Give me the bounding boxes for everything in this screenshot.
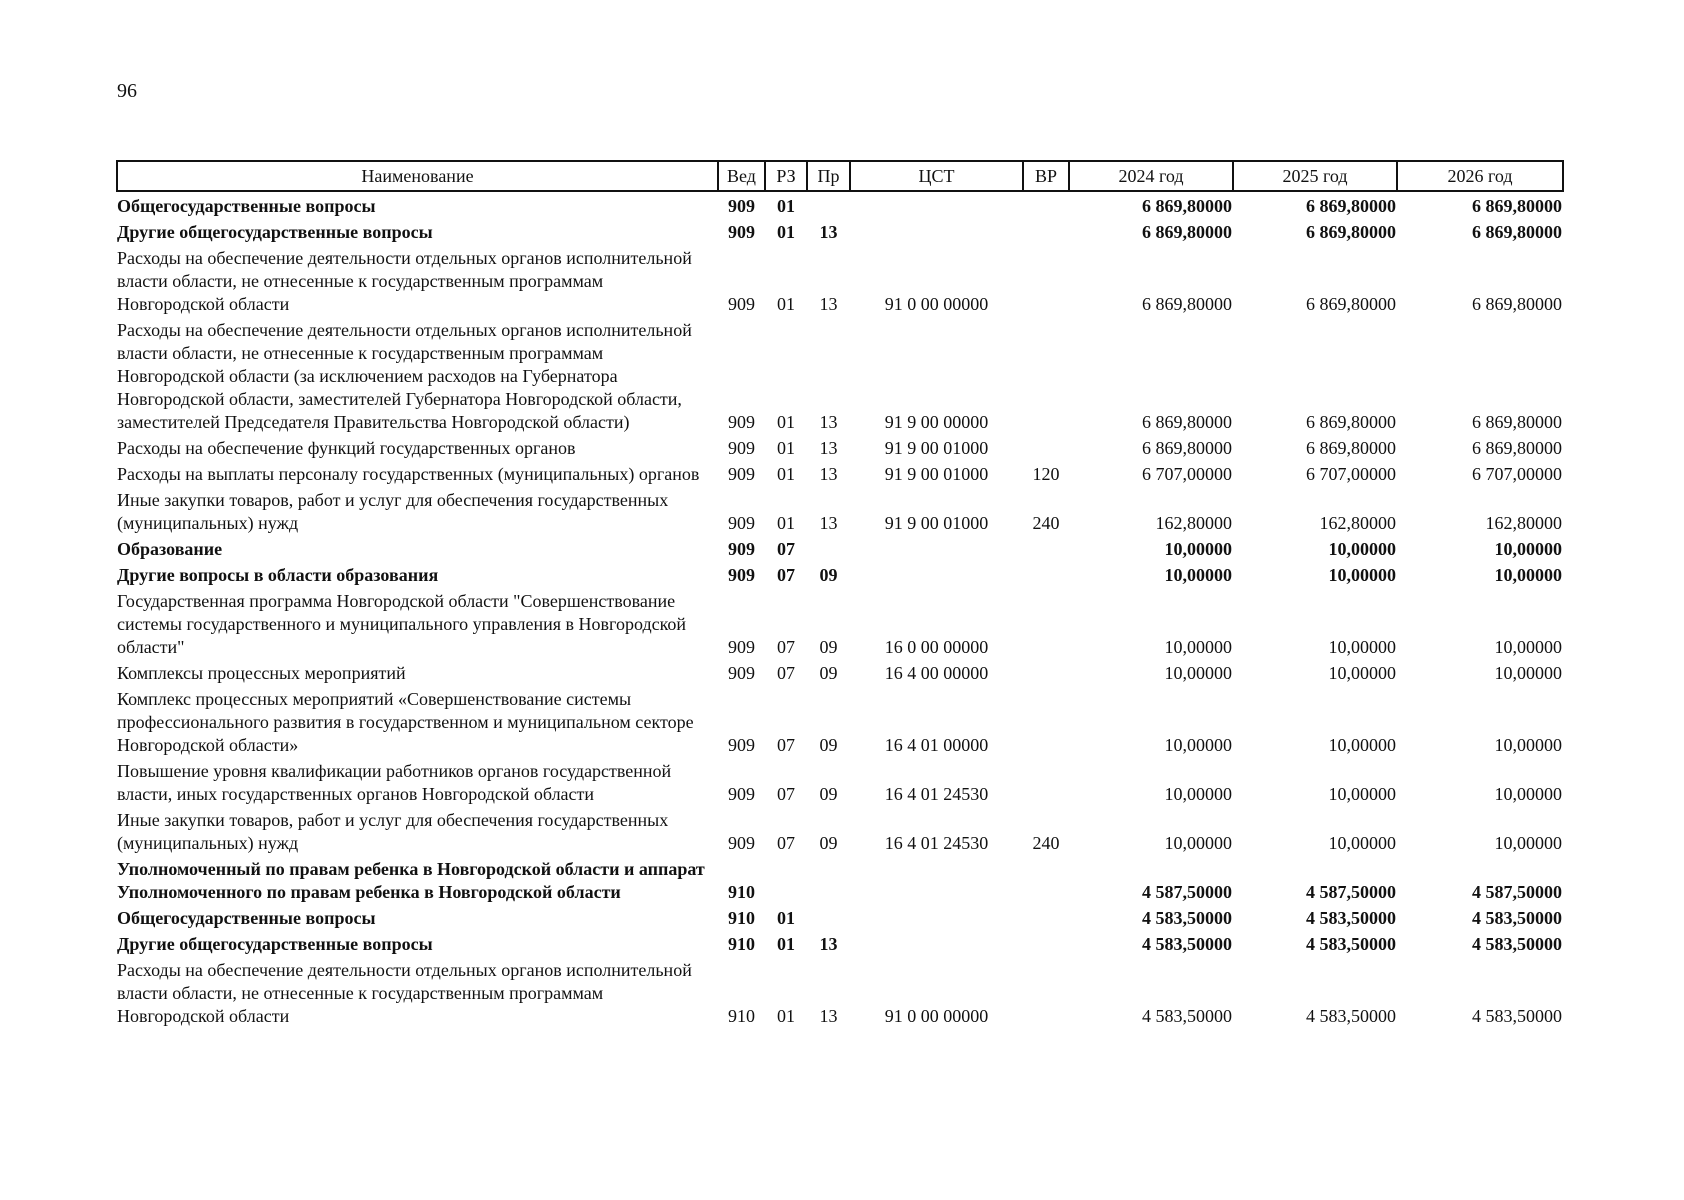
- cell-vr: [1023, 244, 1069, 316]
- cell-rz: 07: [777, 784, 795, 804]
- cell-2024: 10,00000: [1164, 539, 1232, 559]
- cell-pr: 13: [819, 464, 838, 484]
- table-row: [117, 806, 1563, 855]
- cell-2024: 6 869,80000: [1142, 438, 1232, 458]
- cell-cst: 91 9 00 01000: [884, 464, 989, 484]
- cell-2024: 10,00000: [1164, 637, 1232, 657]
- cell-2025: 4 583,50000: [1306, 1006, 1396, 1026]
- cell-2024: 4 583,50000: [1142, 1006, 1232, 1026]
- cell-2026: 4 583,50000: [1472, 1006, 1562, 1026]
- cell-cst: 16 4 01 00000: [884, 735, 989, 755]
- cell-name: Общегосударственные вопросы: [117, 196, 376, 216]
- cell-2025: 6 869,80000: [1306, 196, 1396, 216]
- cell-2025: 10,00000: [1328, 539, 1396, 559]
- cell-2024: 6 869,80000: [1142, 222, 1232, 242]
- cell-rz: 01: [777, 1006, 795, 1026]
- column-header-2024: 2024 год: [1069, 161, 1233, 191]
- cell-pr: 13: [819, 294, 838, 314]
- table-row: [117, 191, 1563, 218]
- cell-cst: 91 9 00 01000: [884, 513, 989, 533]
- cell-pr: 13: [819, 438, 838, 458]
- cell-2025: 10,00000: [1328, 833, 1396, 853]
- table-row: [117, 218, 1563, 244]
- cell-2026: 10,00000: [1494, 833, 1562, 853]
- cell-vr: [1023, 685, 1069, 757]
- cell-rz: 01: [777, 196, 795, 216]
- cell-vr: [1023, 218, 1069, 244]
- cell-vr: [1023, 855, 1069, 904]
- table-row: [117, 757, 1563, 806]
- cell-2026: 10,00000: [1494, 565, 1562, 585]
- cell-pr: 09: [819, 784, 838, 804]
- cell-cst: 91 0 00 00000: [884, 1006, 989, 1026]
- cell-2024: 6 869,80000: [1142, 196, 1232, 216]
- cell-name: Комплексы процессных мероприятий: [117, 663, 406, 683]
- cell-cst: 91 0 00 00000: [884, 294, 989, 314]
- cell-pr: 13: [819, 222, 838, 242]
- cell-rz: 01: [777, 464, 795, 484]
- cell-2025: 162,80000: [1319, 513, 1396, 533]
- cell-2026: 10,00000: [1494, 663, 1562, 683]
- table-row: [117, 659, 1563, 685]
- cell-2025: 6 707,00000: [1306, 464, 1396, 484]
- cell-vr: 240: [1032, 833, 1060, 853]
- cell-2026: 4 583,50000: [1472, 934, 1562, 954]
- cell-2024: 10,00000: [1164, 735, 1232, 755]
- cell-cst: 16 4 01 24530: [884, 784, 989, 804]
- table-row: [117, 685, 1563, 757]
- table-row: [117, 460, 1563, 486]
- cell-vr: [1023, 535, 1069, 561]
- page-number: 96: [117, 80, 137, 102]
- cell-2026: 6 707,00000: [1472, 464, 1562, 484]
- cell-ved: 909: [728, 513, 755, 533]
- cell-vr: [1023, 316, 1069, 434]
- cell-pr: 13: [819, 1006, 838, 1026]
- cell-pr: 09: [819, 735, 838, 755]
- cell-cst: 16 4 00 00000: [884, 663, 989, 683]
- cell-name: Другие общегосударственные вопросы: [117, 934, 433, 954]
- cell-2025: 10,00000: [1328, 565, 1396, 585]
- cell-pr: 09: [819, 663, 838, 683]
- cell-2025: 6 869,80000: [1306, 438, 1396, 458]
- table-header-row: [117, 161, 1563, 191]
- budget-table: [116, 160, 1564, 1028]
- cell-vr: [1023, 956, 1069, 1028]
- cell-vr: [1023, 434, 1069, 460]
- column-header-cst: ЦСТ: [850, 161, 1023, 191]
- cell-ved: 909: [728, 438, 755, 458]
- cell-rz: 07: [777, 565, 795, 585]
- table-row: [117, 855, 1563, 904]
- cell-2025: 4 583,50000: [1306, 908, 1396, 928]
- cell-2024: 4 583,50000: [1142, 934, 1232, 954]
- cell-2026: 162,80000: [1485, 513, 1562, 533]
- cell-vr: [1023, 930, 1069, 956]
- cell-ved: 909: [728, 833, 755, 853]
- cell-2026: 10,00000: [1494, 784, 1562, 804]
- cell-cst: [850, 191, 1023, 218]
- cell-pr: 13: [819, 513, 838, 533]
- cell-2026: 4 587,50000: [1472, 882, 1562, 902]
- table-row: [117, 486, 1563, 535]
- cell-pr: 13: [819, 412, 838, 432]
- cell-cst: 91 9 00 00000: [884, 412, 989, 432]
- cell-name: Расходы на обеспечение деятельности отдельных органов исполнительной власти области, не отнесенные к государственным программам Новгородской области: [117, 960, 692, 1026]
- cell-2026: 6 869,80000: [1472, 294, 1562, 314]
- cell-pr: [807, 855, 850, 904]
- cell-name: Образование: [117, 539, 223, 559]
- cell-2025: 6 869,80000: [1306, 412, 1396, 432]
- column-header-2025: 2025 год: [1233, 161, 1397, 191]
- cell-2024: 10,00000: [1164, 833, 1232, 853]
- cell-2025: 10,00000: [1328, 663, 1396, 683]
- cell-rz: 01: [777, 934, 795, 954]
- column-header-pr: Пр: [807, 161, 850, 191]
- cell-2026: 6 869,80000: [1472, 196, 1562, 216]
- cell-name: Расходы на обеспечение деятельности отдельных органов исполнительной власти области, не отнесенные к государственным программам Новгородской области (за исключением расходов на Губернатора Новгородской области, заместителей Губернатора Новгородской области, заместителей Председателя Правительства Новгородской области): [117, 320, 692, 432]
- table-row: [117, 316, 1563, 434]
- cell-2024: 6 869,80000: [1142, 294, 1232, 314]
- cell-rz: 07: [777, 539, 795, 559]
- cell-rz: 07: [777, 833, 795, 853]
- cell-2025: 4 583,50000: [1306, 934, 1396, 954]
- cell-ved: 909: [728, 412, 755, 432]
- cell-rz: 07: [777, 663, 795, 683]
- cell-2024: 6 869,80000: [1142, 412, 1232, 432]
- cell-2024: 10,00000: [1164, 565, 1232, 585]
- cell-ved: 909: [728, 539, 755, 559]
- cell-name: Расходы на обеспечение функций государственных органов: [117, 438, 576, 458]
- cell-2025: 6 869,80000: [1306, 294, 1396, 314]
- cell-name: Другие вопросы в области образования: [117, 565, 439, 585]
- cell-ved: 909: [728, 565, 755, 585]
- cell-2026: 4 583,50000: [1472, 908, 1562, 928]
- cell-name: Повышение уровня квалификации работников органов государственной власти, иных государственных органов Новгородской области: [117, 761, 672, 804]
- cell-name: Государственная программа Новгородской области "Совершенствование системы государственного и муниципального управления в Новгородской области": [117, 591, 687, 657]
- cell-vr: [1023, 587, 1069, 659]
- cell-2024: 10,00000: [1164, 663, 1232, 683]
- cell-rz: 01: [777, 294, 795, 314]
- cell-ved: 910: [728, 908, 755, 928]
- cell-ved: 909: [728, 222, 755, 242]
- cell-name: Комплекс процессных мероприятий «Совершенствование системы профессионального развития в государственном и муниципальном секторе Новгородской области»: [117, 689, 694, 755]
- cell-2024: 162,80000: [1155, 513, 1232, 533]
- cell-2025: 4 587,50000: [1306, 882, 1396, 902]
- cell-2026: 10,00000: [1494, 637, 1562, 657]
- cell-2026: 10,00000: [1494, 539, 1562, 559]
- cell-cst: 16 4 01 24530: [884, 833, 989, 853]
- cell-rz: 07: [777, 735, 795, 755]
- column-header-name: Наименование: [117, 161, 718, 191]
- cell-cst: [850, 855, 1023, 904]
- cell-2024: 6 707,00000: [1142, 464, 1232, 484]
- cell-ved: 910: [728, 882, 755, 902]
- cell-2025: 10,00000: [1328, 637, 1396, 657]
- cell-2026: 6 869,80000: [1472, 222, 1562, 242]
- cell-name: Расходы на выплаты персоналу государственных (муниципальных) органов: [117, 464, 700, 484]
- cell-ved: 909: [728, 784, 755, 804]
- cell-cst: [850, 904, 1023, 930]
- cell-cst: [850, 561, 1023, 587]
- table-row: [117, 956, 1563, 1028]
- cell-name: Расходы на обеспечение деятельности отдельных органов исполнительной власти области, не отнесенные к государственным программам Новгородской области: [117, 248, 692, 314]
- column-header-2026: 2026 год: [1397, 161, 1563, 191]
- cell-pr: 13: [819, 934, 838, 954]
- cell-2026: 6 869,80000: [1472, 438, 1562, 458]
- cell-rz: 01: [777, 222, 795, 242]
- cell-ved: 909: [728, 464, 755, 484]
- cell-rz: 01: [777, 438, 795, 458]
- column-header-vr: ВР: [1023, 161, 1069, 191]
- column-header-ved: Вед: [718, 161, 765, 191]
- cell-cst: 91 9 00 01000: [884, 438, 989, 458]
- cell-ved: 909: [728, 637, 755, 657]
- cell-cst: 16 0 00 00000: [884, 637, 989, 657]
- cell-vr: [1023, 757, 1069, 806]
- cell-ved: 909: [728, 663, 755, 683]
- cell-rz: 01: [777, 513, 795, 533]
- table-row: [117, 561, 1563, 587]
- cell-vr: [1023, 904, 1069, 930]
- cell-2024: 10,00000: [1164, 784, 1232, 804]
- cell-cst: [850, 535, 1023, 561]
- table-row: [117, 244, 1563, 316]
- table-row: [117, 587, 1563, 659]
- cell-name: Уполномоченный по правам ребенка в Новгородской области и аппарат Уполномоченного по правам ребенка в Новгородской области: [117, 859, 705, 902]
- cell-rz: [765, 855, 807, 904]
- cell-2025: 10,00000: [1328, 735, 1396, 755]
- cell-2025: 10,00000: [1328, 784, 1396, 804]
- cell-ved: 910: [728, 934, 755, 954]
- cell-2026: 10,00000: [1494, 735, 1562, 755]
- cell-pr: [807, 535, 850, 561]
- cell-pr: 09: [819, 637, 838, 657]
- column-header-rz: РЗ: [765, 161, 807, 191]
- cell-ved: 909: [728, 294, 755, 314]
- cell-pr: 09: [819, 565, 838, 585]
- cell-rz: 07: [777, 637, 795, 657]
- cell-pr: [807, 904, 850, 930]
- cell-vr: [1023, 561, 1069, 587]
- table-row: [117, 930, 1563, 956]
- cell-vr: 240: [1032, 513, 1060, 533]
- cell-cst: [850, 930, 1023, 956]
- table-row: [117, 904, 1563, 930]
- cell-ved: 910: [728, 1006, 755, 1026]
- cell-rz: 01: [777, 908, 795, 928]
- cell-name: Иные закупки товаров, работ и услуг для обеспечения государственных (муниципальных) нужд: [117, 490, 669, 533]
- cell-vr: [1023, 659, 1069, 685]
- cell-2025: 6 869,80000: [1306, 222, 1396, 242]
- cell-2024: 4 587,50000: [1142, 882, 1232, 902]
- cell-name: Иные закупки товаров, работ и услуг для обеспечения государственных (муниципальных) нужд: [117, 810, 669, 853]
- cell-ved: 909: [728, 735, 755, 755]
- cell-pr: 09: [819, 833, 838, 853]
- table-row: [117, 535, 1563, 561]
- cell-vr: 120: [1032, 464, 1060, 484]
- cell-rz: 01: [777, 412, 795, 432]
- cell-2024: 4 583,50000: [1142, 908, 1232, 928]
- cell-name: Общегосударственные вопросы: [117, 908, 376, 928]
- cell-pr: [807, 191, 850, 218]
- cell-2026: 6 869,80000: [1472, 412, 1562, 432]
- cell-name: Другие общегосударственные вопросы: [117, 222, 433, 242]
- table-row: [117, 434, 1563, 460]
- cell-vr: [1023, 191, 1069, 218]
- cell-ved: 909: [728, 196, 755, 216]
- cell-cst: [850, 218, 1023, 244]
